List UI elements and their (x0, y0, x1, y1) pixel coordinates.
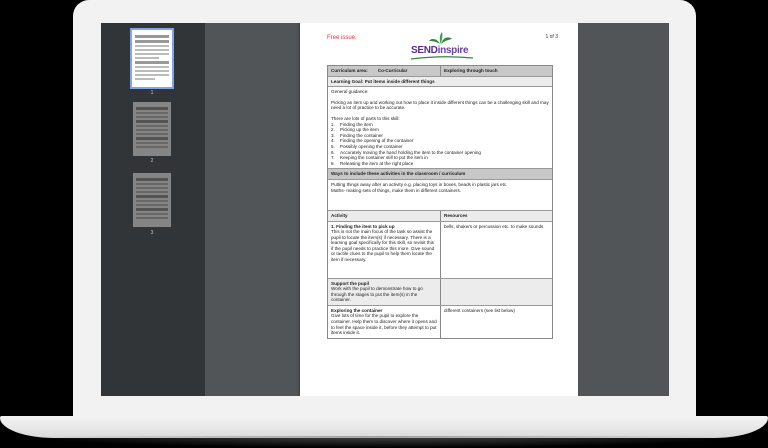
resources-column-header: Resources (444, 212, 468, 218)
list-item: 5. Possibly opening the container (331, 143, 403, 149)
ways-body-row (328, 180, 552, 211)
guidance-title: General guidance: (331, 89, 369, 95)
learning-goal: Learning Goal: Put items inside different things (331, 78, 435, 84)
activity-row (328, 279, 552, 306)
page-thumbnail-3[interactable] (133, 173, 171, 227)
laptop-base (0, 416, 768, 438)
thumbnail-label-1: 1 (150, 90, 154, 96)
lesson-plan-table (327, 65, 553, 339)
activity-body: Give lots of time for the pupil to explore the container. Help them to discover where it opens and to feel the space inside it, before they attempt to put items inside it. (331, 313, 437, 336)
pdf-viewer-screen (101, 23, 669, 396)
activity-column-header: Activity (328, 211, 441, 221)
activity-body: Work with the pupil to demonstrate how to go through the stages to put the item(s) in the container. (331, 286, 423, 303)
list-item: 4. Finding the opening of the container (331, 138, 414, 144)
curriculum-value: Co-Curricular (377, 68, 408, 73)
activity-resources: bells, shakers or percussion etc. to make sounds (444, 223, 544, 229)
list-item: 2. Picking up the item (331, 127, 379, 133)
list-item: 1. Finding the item (331, 121, 373, 127)
list-item: 8. Releasing the item at the right place (331, 160, 414, 166)
list-item: 3. Finding the container (331, 132, 383, 138)
activity-title: Exploring the container (331, 307, 383, 313)
ways-title: Ways to include these activities in the classroom / curriculum (331, 171, 466, 177)
curriculum-label: Curriculum area: (331, 68, 368, 73)
logo-inspire: inspire (437, 45, 469, 56)
document-page (300, 23, 578, 396)
ways-line-1: Putting things away after an activity e.g. placing toys in boxes, beads in plastic jars etc. (331, 181, 508, 187)
logo-send: SEND (411, 45, 438, 56)
learning-goal-row (328, 77, 552, 88)
activity-header-row (328, 211, 552, 222)
activity-title: 1. Finding the item to pick up (331, 223, 395, 229)
curriculum-row (328, 66, 552, 77)
thumbnail-sidebar[interactable] (101, 23, 205, 396)
activity-resources: different containers (see list below) (444, 307, 515, 313)
skill-parts-list (331, 122, 549, 167)
activity-row (328, 222, 552, 279)
activity-body: This is not the main focus of the task so assist the pupil to locate the item(s) if necessary. There is a learning goal specifically for this skill, so revisit this if the pupil needs to practice this more. Give sound or tactile clues to the pupil to help them locate the item if necessary. (331, 229, 435, 263)
ways-header-row (328, 169, 552, 180)
activity-title: Support the pupil (331, 280, 370, 286)
parts-intro: There are lots of parts to this skill: (331, 115, 400, 121)
guidance-intro: Picking an item up and working out how to place it inside different things can be a challenging skill and may need a lot of practice to be accurate. (331, 99, 549, 111)
thumbnail-label-2: 2 (150, 158, 154, 164)
list-item: 7. Keeping the container still to put the item in (331, 155, 428, 161)
list-item: 6. Accurately moving the hand holding the item to the container opening (331, 149, 481, 155)
ways-line-2: Maths- making sets of things, make them in different containers. (331, 187, 462, 193)
page-thumbnail-1[interactable] (130, 28, 174, 89)
activity-row (328, 306, 552, 338)
thumbnail-label-3: 3 (150, 230, 154, 236)
page-thumbnail-2[interactable] (133, 102, 171, 156)
viewer-background-right (578, 23, 669, 396)
topic-title: Exploring through touch (444, 68, 498, 73)
free-issue-label: Free issue. (327, 35, 357, 41)
page-indicator: 1 of 3 (545, 34, 558, 40)
laptop-shadow (20, 436, 748, 448)
general-guidance-row (328, 87, 552, 169)
activity-resources (441, 279, 552, 305)
sendinspire-logo (407, 32, 477, 62)
